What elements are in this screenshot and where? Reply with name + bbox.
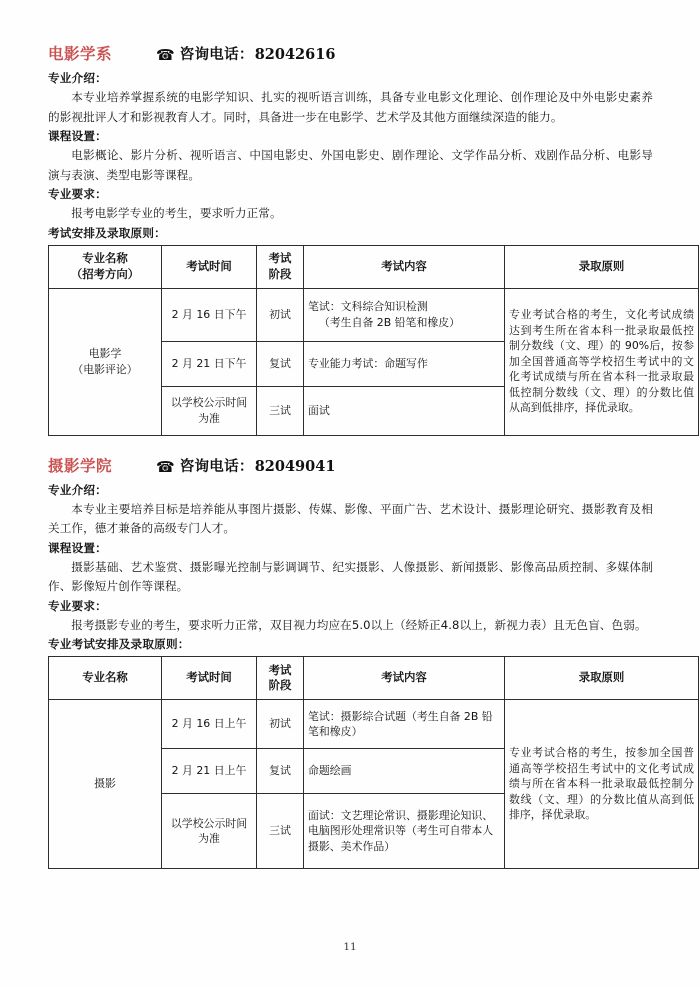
cell-content <box>304 288 505 341</box>
cell-stage: 初试 <box>257 700 304 749</box>
cell-rule: 专业考试合格的考生，文化考试成绩达到考生所在省本科一批录取最低控制分数线（文、理）的 90%后，按参加全国普通高等学校招生考试中的文化考试成绩与所在省本科一批录取最低控制分数线（文、理）的分数比值从高到低排序，择优录取。 <box>505 288 699 435</box>
requirement-text-photography: 报考摄影专业的考生，要求听力正常，双目视力均应在5.0以上（经矫正4.8以上，新视力表）且无色盲、色弱。 <box>71 617 647 632</box>
col-header-content: 考试内容 <box>304 245 505 288</box>
cell-time: 2 月 16 日上午 <box>162 700 257 749</box>
section-phone-film <box>156 43 335 64</box>
phone-label: 咨询电话： <box>179 47 254 63</box>
table-label-film: 考试安排及录取原则： <box>48 225 166 240</box>
cell-content: 命题绘画 <box>304 749 505 794</box>
cell-time-line2: 为准 <box>198 411 220 425</box>
phone-number: 82042616 <box>254 46 336 63</box>
section-title-film: 电影学系 <box>48 45 113 63</box>
cell-stage: 三试 <box>257 794 304 869</box>
requirement-label-photography: 专业要求： <box>48 598 107 613</box>
cell-major: 摄影 <box>49 700 162 869</box>
table-row <box>49 700 699 749</box>
cell-stage: 复试 <box>257 749 304 794</box>
col-header-major: 专业名称 <box>49 657 162 700</box>
cell-time-line1: 以学校公示时间 <box>170 396 248 409</box>
col-header-stage <box>257 657 304 700</box>
requirement-label-film: 专业要求： <box>48 187 107 201</box>
cell-content-line1: 笔试：文科综合知识检测 <box>308 300 428 313</box>
col-header-time: 考试时间 <box>162 245 257 288</box>
cell-stage: 三试 <box>257 386 304 435</box>
exam-table-film <box>48 245 699 436</box>
cell-stage: 复试 <box>257 341 304 386</box>
intro-text-film: 本专业培养掌握系统的电影学知识、扎实的视听语言训练，具备专业电影文化理论、创作理论及中外电影史素养的影视批评人才和影视教育人才。同时，具备进一步在电影学、艺术学及其他方面继续深造的能力。 <box>48 90 653 124</box>
col-header-rule: 录取原则 <box>505 657 699 700</box>
cell-time <box>162 386 257 435</box>
col-header-rule: 录取原则 <box>505 245 699 288</box>
col-header-stage-line1: 考试 <box>268 662 292 677</box>
courses-label-film: 课程设置： <box>48 129 107 143</box>
cell-content: 面试：文艺理论常识、摄影理论知识、电脑图形处理常识等（考生可自带本人摄影、美术作品） <box>304 794 505 869</box>
col-header-stage <box>257 245 304 288</box>
cell-time: 2 月 16 日下午 <box>162 288 257 341</box>
courses-text-photography: 摄影基础、艺术鉴赏、摄影曝光控制与影调调节、纪实摄影、人像摄影、新闻摄影、影像高品质控制、多媒体制作、影像短片创作等课程。 <box>48 559 653 593</box>
intro-label-film: 专业介绍： <box>48 71 107 85</box>
cell-time: 2 月 21 日上午 <box>162 749 257 794</box>
requirement-text-film: 报考电影学专业的考生，要求听力正常。 <box>71 206 282 220</box>
col-header-time: 考试时间 <box>162 657 257 700</box>
cell-time-line1: 以学校公示时间 <box>170 816 248 830</box>
table-header-row <box>49 245 699 288</box>
courses-text-film: 电影概论、影片分析、视听语言、中国电影史、外国电影史、剧作理论、文学作品分析、戏剧作品分析、电影导演与表演、类型电影等课程。 <box>48 148 653 182</box>
section-title-photography: 摄影学院 <box>48 456 113 475</box>
cell-time: 2 月 21 日下午 <box>162 341 257 386</box>
section-header-film <box>48 42 653 68</box>
phone-label: 咨询电话： <box>179 458 254 475</box>
col-header-major-line2: （招考方向） <box>70 266 140 281</box>
cell-content: 面试 <box>304 386 505 435</box>
table-header-row <box>49 657 699 700</box>
col-header-major <box>49 245 162 288</box>
col-header-major-line1: 专业名称 <box>82 251 128 265</box>
cell-stage: 初试 <box>257 288 304 341</box>
exam-table-photography <box>48 656 699 869</box>
table-row <box>49 288 699 341</box>
page-number: 11 <box>343 941 357 953</box>
cell-major-line2: （电影评论） <box>72 362 138 376</box>
col-header-content: 考试内容 <box>304 657 505 700</box>
cell-time <box>162 794 257 869</box>
cell-content-line2: （考生自备 2B 铅笔和橡皮） <box>318 315 461 329</box>
section-phone-photography <box>156 455 335 476</box>
telephone-icon: ☎ <box>156 457 175 476</box>
telephone-icon: ☎ <box>156 46 175 64</box>
section-gap <box>48 436 653 454</box>
table-label-photography: 专业考试安排及录取原则： <box>48 637 190 651</box>
cell-major-line1: 电影学 <box>88 347 122 360</box>
phone-number: 82049041 <box>254 457 336 475</box>
cell-major <box>49 288 162 435</box>
section-header-photography <box>48 454 653 480</box>
cell-content: 专业能力考试：命题写作 <box>304 341 505 386</box>
col-header-stage-line2: 阶段 <box>268 678 292 692</box>
col-header-stage-line1: 考试 <box>268 251 292 265</box>
cell-rule: 专业考试合格的考生，按参加全国普通高等学校招生考试中的文化考试成绩与所在省本科一批录取最低控制分数线（文、理）的分数比值从高到低排序，择优录取。 <box>505 700 699 869</box>
cell-time-line2: 为准 <box>198 832 220 845</box>
col-header-stage-line2: 阶段 <box>268 266 292 281</box>
intro-label-photography: 专业介绍： <box>48 482 107 497</box>
courses-label-photography: 课程设置： <box>48 540 107 555</box>
intro-text-photography: 本专业主要培养目标是培养能从事图片摄影、传媒、影像、平面广告、艺术设计、摄影理论研究、摄影教育及相关工作，德才兼备的高级专门人才。 <box>48 501 653 535</box>
cell-content: 笔试：摄影综合试题（考生自备 2B 铅笔和橡皮） <box>304 700 505 749</box>
